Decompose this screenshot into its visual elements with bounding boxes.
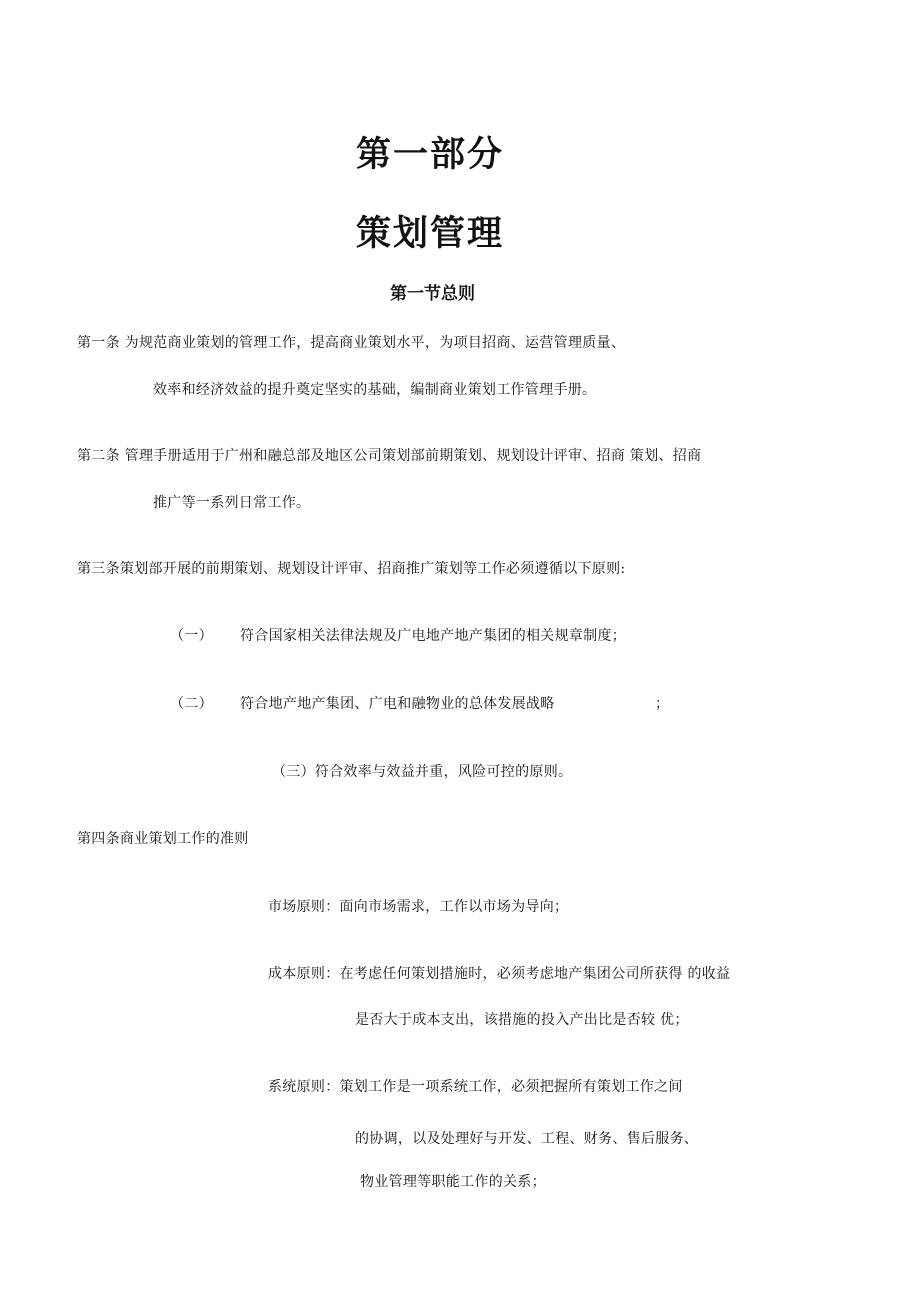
principle-2-label: （二） xyxy=(170,696,213,712)
system-principle-line-2: 的协调，以及处理好与开发、工程、财务、售后服务、 xyxy=(355,1131,699,1147)
system-principle-line-1: 系统原则：策划工作是一项系统工作，必须把握所有策划工作之间 xyxy=(268,1079,683,1095)
principle-1-text: 符合国家相关法律法规及广电地产地产集团的相关规章制度； xyxy=(240,628,627,644)
principle-1-label: （一） xyxy=(170,628,213,644)
section-heading: 第一节总则 xyxy=(390,284,475,304)
page-title: 策划管理 xyxy=(356,214,505,254)
article-3-line-1: 第三条策划部开展的前期策划、规划设计评审、招商推广策划等工作必须遵循以下原则: xyxy=(77,561,626,577)
system-principle-line-3: 物业管理等职能工作的关系； xyxy=(360,1174,546,1190)
article-2-line-2: 推广等一系列日常工作。 xyxy=(153,495,311,511)
part-heading: 第一部分 xyxy=(356,135,505,175)
article-1-line-2: 效率和经济效益的提升奠定坚实的基础，编制商业策划工作管理手册。 xyxy=(153,382,597,398)
market-principle: 市场原则：面向市场需求，工作以市场为导向； xyxy=(268,899,569,915)
cost-principle-line-2: 是否大于成本支出，该措施的投入产出比是否较 优； xyxy=(355,1012,689,1028)
principle-3-text: （三）符合效率与效益并重，风险可控的原则。 xyxy=(272,764,573,780)
principle-2-text: 符合地产地产集团、广电和融物业的总体发展战略 xyxy=(240,696,555,712)
cost-principle-line-1: 成本原则：在考虑任何策划措施时，必须考虑地产集团公司所获得 的收益 xyxy=(268,966,731,982)
article-1-line-1: 第一条 为规范商业策划的管理工作，提高商业策划水平，为项目招商、运营管理质量、 xyxy=(77,335,626,351)
article-2-line-1: 第二条 管理手册适用于广州和融总部及地区公司策划部前期策划、规划设计评审、招商 策划、招商 xyxy=(77,448,702,464)
article-4-line-1: 第四条商业策划工作的准则 xyxy=(77,831,249,847)
principle-2-end: ； xyxy=(655,696,670,712)
